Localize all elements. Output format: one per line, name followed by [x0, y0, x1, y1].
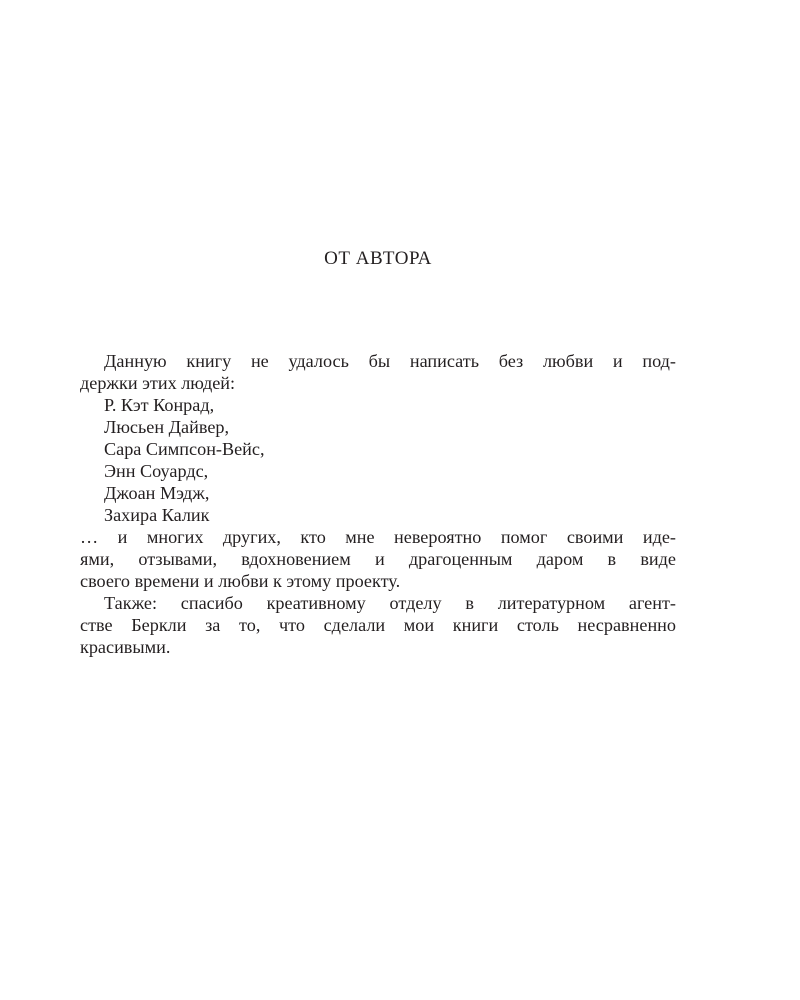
paragraph-line: держки этих людей:: [80, 373, 236, 393]
page-title: ОТ АВТОРА: [324, 248, 432, 269]
paragraph-line: стве Беркли за то, что сделали мои книги столь несравненно: [80, 615, 676, 635]
name-line: Джоан Мэдж,: [104, 483, 210, 503]
paragraph-line: … и многих других, кто мне невероятно помог своими иде-: [80, 527, 676, 547]
paragraph-line: Также: спасибо креативному отделу в литературном агент-: [104, 593, 676, 613]
name-line: Р. Кэт Конрад,: [104, 395, 215, 415]
name-line: Люсьен Дайвер,: [104, 417, 230, 437]
paragraph-line: ями, отзывами, вдохновением и драгоценным даром в виде: [80, 549, 676, 569]
name-line: Сара Симпсон-Вейс,: [104, 439, 265, 459]
paragraph-line: Данную книгу не удалось бы написать без любви и под-: [104, 351, 676, 371]
paragraph-line: своего времени и любви к этому проекту.: [80, 571, 401, 591]
acknowledgements-text: [80, 350, 676, 658]
name-line: Захира Калик: [104, 505, 210, 525]
name-line: Энн Соуардс,: [104, 461, 209, 481]
paragraph-line: красивыми.: [80, 637, 171, 657]
